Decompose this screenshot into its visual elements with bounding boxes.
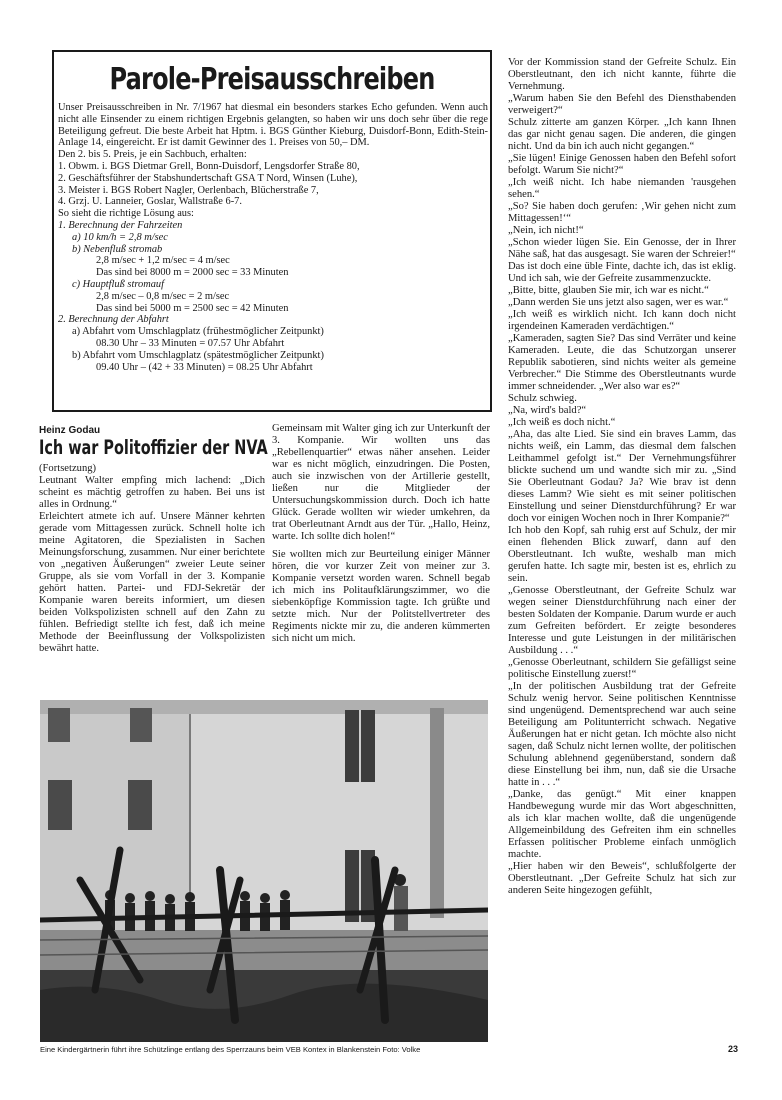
- solution-step: b) Abfahrt vom Umschlagplatz (spätestmöglicher Zeitpunkt): [72, 349, 324, 361]
- paragraph: „Schon wieder lügen Sie. Ein Genosse, der in Ihrer Nähe saß, hat das ausgesagt. Sie waren der Schreier!“: [508, 237, 736, 260]
- solution-step: Das sind bei 8000 m = 2000 sec = 33 Minuten: [96, 267, 289, 279]
- paragraph: Gemeinsam mit Walter ging ich zur Unterkunft der 3. Kompanie. Wir wollten uns das „Rebellenquartier“ etwas näher ansehen. Leider war es nicht möglich, einzudringen. Die Posten, auch sie inzwischen von der Artillerie gestellt, ließen nur die Mitglieder der Untersuchungskommission durch. Doch ich hatte Glück. Gerade wollten wir wieder umkehren, da trat Oberleutnant Arndt aus der Tür. „Hallo, Heinz, warte. Ich sollte dich holen!“: [272, 423, 490, 542]
- paragraph: „Genosse Oberstleutnant, der Gefreite Schulz war wegen seiner Dienstdurchführung nach einer der besten Soldaten der Kompanie. Darum wurde er auch zum Gefreiten befördert. Er zeigte besonderes Interesse und gute Leistungen in der militärischen Ausbildung . . .“: [508, 585, 736, 656]
- prizes-intro: Den 2. bis 5. Preis, je ein Sachbuch, erhalten:: [58, 149, 247, 161]
- paragraph: „Kameraden, sagten Sie? Das sind Verräter und keine Kameraden. Leute, die das Schutzorgan unserer Republik sabotieren, sind nichts weiter als gemeine Verbrecher.“ Die Stimme des Oberstleutnants wurde immer schneidender. „Wer also war es?“: [508, 333, 736, 392]
- paragraph: „Warum haben Sie den Befehl des Diensthabenden verweigert?“: [508, 93, 736, 116]
- winner-item: 1. Obwm. i. BGS Dietmar Grell, Bonn-Duisdorf, Lengsdorfer Straße 80,: [58, 160, 360, 172]
- kindergarten-fence-photo: [40, 700, 488, 1042]
- paragraph: „Bitte, bitte, glauben Sie mir, ich war es nicht.“: [508, 285, 709, 296]
- solution-step: 2,8 m/sec + 1,2 m/sec = 4 m/sec: [96, 255, 230, 267]
- paragraph: „Ich weiß es doch nicht.“: [508, 417, 616, 428]
- solution-step: a) 10 km/h = 2,8 m/sec: [72, 231, 168, 243]
- solution-step: 2,8 m/sec – 0,8 m/sec = 2 m/sec: [96, 290, 230, 302]
- paragraph: Schulz zitterte am ganzen Körper. „Ich kann Ihnen das gar nicht genau sagen. Die anderen, die gingen nicht. Und da bin ich auch nicht gegangen.“: [508, 117, 736, 152]
- paragraph: Sie wollten mich zur Beurteilung einiger Männer hören, die vor kurzer Zeit von meiner zur 3. Kompanie versetzt worden waren. Schnell begab ich mich ins Politaufklärungszimmer, wo die siebenköpfige Kommission tagte. Ich grüßte und setzte mich. Nur der Politstellvertreter des Regiments nickte mir zu, die anderen kümmerten sich nicht um mich.: [272, 549, 490, 644]
- paragraph: Ich hob den Kopf, sah ruhig erst auf Schulz, der mir einen flehenden Blick zuwarf, dann auf den Oberstleutnant. Ich wußte, weshalb man mich gerufen hatte. Ich sagte mir, besten ist es, ehrlich zu sein.: [508, 525, 736, 584]
- paragraph: „Ich weiß es wirklich nicht. Ich kann doch nicht irgendeinen Kameraden verdächtigen.“: [508, 309, 736, 332]
- solution-step: a) Abfahrt vom Umschlagplatz (frühestmöglicher Zeitpunkt): [72, 326, 324, 338]
- winner-item: 4. Grzj. U. Lanneier, Goslar, Wallstraße 6-7.: [58, 196, 242, 208]
- paragraph: Leutnant Walter empfing mich lachend: „Dich scheint es mächtig getroffen zu haben. Bei uns ist alles in Ordnung.“: [39, 475, 265, 510]
- paragraph: „Hier haben wir den Beweis“, schlußfolgerte der Oberstleutnant. „Der Gefreite Schulz hat sich zur anderen Seite hingezogen gefühlt,: [508, 861, 736, 896]
- paragraph: „Ich weiß nicht. Ich habe niemanden 'rausgehen sehen.“: [508, 177, 736, 200]
- paragraph: Erleichtert atmete ich auf. Unsere Männer kehrten gerade vom Mittagessen zurück. Schnell holte ich meine Agitatoren, die Spezialisten in Sachen Meinungsforschung, zusammen. Nur einer berichtete von „negativen Äußerungen“ zweier Leute seiner Gruppe, als sie vom Vorfall in der 3. Kompanie gehört hatten. Partei- und FDJ-Sekretär der Kompanie waren bereits informiert, um diesen beiden Volkspolizisten schnell auf den Zahn zu fühlen. Befriedigt stellte ich fest, daß ich meine Methode der Beeinflussung der Volkspolizisten bewährt hatte.: [39, 511, 265, 654]
- article-headline: Ich war Politoffizier der NVA: [39, 436, 268, 459]
- contest-intro: Unser Preisausschreiben in Nr. 7/1967 hat diesmal ein besonders starkes Echo gefunden. Wenn auch nicht alle Einsender zu einem richtigen Ergebnis gelangten, so haben wir uns doch sehr über die rege Beteiligung gefreut. Die beste Arbeit hat Hptm. i. BGS Günther Kieburg, Duisdorf-Bonn, Edith-Stein-Anlage 14, eingereicht. Er ist damit Gewinner des 1. Preises von 50,– DM.: [58, 102, 488, 149]
- paragraph: „So? Sie haben doch gerufen: ‚Wir gehen nicht zum Mittagessen!‘“: [508, 201, 736, 224]
- paragraph: „Danke, das genügt.“ Mit einer knappen Handbewegung wurde mir das Wort abgeschnitten, als ich klar machen wollte, daß die ungenügende Allgemeinbildung des Gefreiten ihm ein schnelles Erfassen politischer Probleme einfach unmöglich machte.: [508, 789, 736, 860]
- paragraph: (Fortsetzung): [39, 463, 97, 474]
- contest-title: Parole-Preisausschreiben: [109, 62, 435, 97]
- winner-item: 3. Meister i. BGS Robert Nagler, Oerlenbach, Blücherstraße 7,: [58, 184, 319, 196]
- solution-step: 2. Berechnung der Abfahrt: [58, 314, 169, 326]
- solution-step: b) Nebenfluß stromab: [72, 243, 163, 255]
- article-column-2: [272, 423, 490, 645]
- paragraph: „Dann werden Sie uns jetzt also sagen, wer es war.“: [508, 297, 729, 308]
- solution-step: 1. Berechnung der Fahrzeiten: [58, 219, 183, 231]
- paragraph: Vor der Kommission stand der Gefreite Schulz. Ein Oberstleutnant, den ich nicht kannte, führte die Vernehmung.: [508, 57, 736, 92]
- solution-step: Das sind bei 5000 m = 2500 sec = 42 Minuten: [96, 302, 289, 314]
- contest-body: [58, 102, 488, 373]
- article-column-3: [508, 57, 736, 897]
- paragraph: Das ist doch eine üble Finte, dachte ich, das ist eklig. Und ich sah, wie der Gefreite zusammenzuckte.: [508, 261, 736, 284]
- paragraph: „Na, wird's bald?“: [508, 405, 587, 416]
- article-column-1: [39, 463, 265, 655]
- paragraph: „In der politischen Ausbildung trat der Gefreite Schulz wenig hervor. Seine politischen Kenntnisse sind ungenügend. Dementsprechend war auch seine Beteiligung am Politunterricht schwach. Negative Äußerungen hat er nicht getan. Ich möchte also nicht sagen, daß Schulz nicht lernen wollte, der politischen Schulung ablehnend gegenüberstand, sondern daß diese Einstellung bei ihm, nun, daß sie die Ursache hatte in . . .“: [508, 681, 736, 788]
- article-author: Heinz Godau: [39, 425, 101, 436]
- photo-caption: Eine Kindergärtnerin führt ihre Schützlinge entlang des Sperrzauns beim VEB Kontex in Blankenstein Foto: Volke: [40, 1045, 421, 1054]
- paragraph: Schulz schwieg.: [508, 393, 577, 404]
- solution-step: 08.30 Uhr – 33 Minuten = 07.57 Uhr Abfahrt: [96, 337, 285, 349]
- winner-item: 2. Geschäftsführer der Stabshundertschaft GSA T Nord, Winsen (Luhe),: [58, 172, 358, 184]
- paragraph: „Sie lügen! Einige Genossen haben den Befehl sofort befolgt. Warum Sie nicht?“: [508, 153, 736, 176]
- page-number: 23: [728, 1044, 739, 1054]
- paragraph: „Genosse Oberleutnant, schildern Sie gefälligst seine politische Einstellung zuerst!“: [508, 657, 736, 680]
- paragraph: „Aha, das alte Lied. Sie sind ein braves Lamm, das nichts weiß, ein Lamm, das diesmal dem falschen Leithammel gefolgt ist.“ Der Vernehmungsführer blickte suchend um und wandte sich mir zu. „Sind Sie Oberleutnant Godau? Ja? Wie brav ist denn dieses Lamm? Wie sieht es mit seiner politischen Einstellung und seiner Dienstdurchführung? Er war doch vor einigen Wochen noch in Ihrer Kompanie?“: [508, 429, 736, 524]
- solution-step: 09.40 Uhr – (42 + 33 Minuten) = 08.25 Uhr Abfahrt: [96, 361, 313, 373]
- solution-intro: So sieht die richtige Lösung aus:: [58, 208, 194, 220]
- paragraph: „Nein, ich nicht!“: [508, 225, 584, 236]
- solution-step: c) Hauptfluß stromauf: [72, 278, 164, 290]
